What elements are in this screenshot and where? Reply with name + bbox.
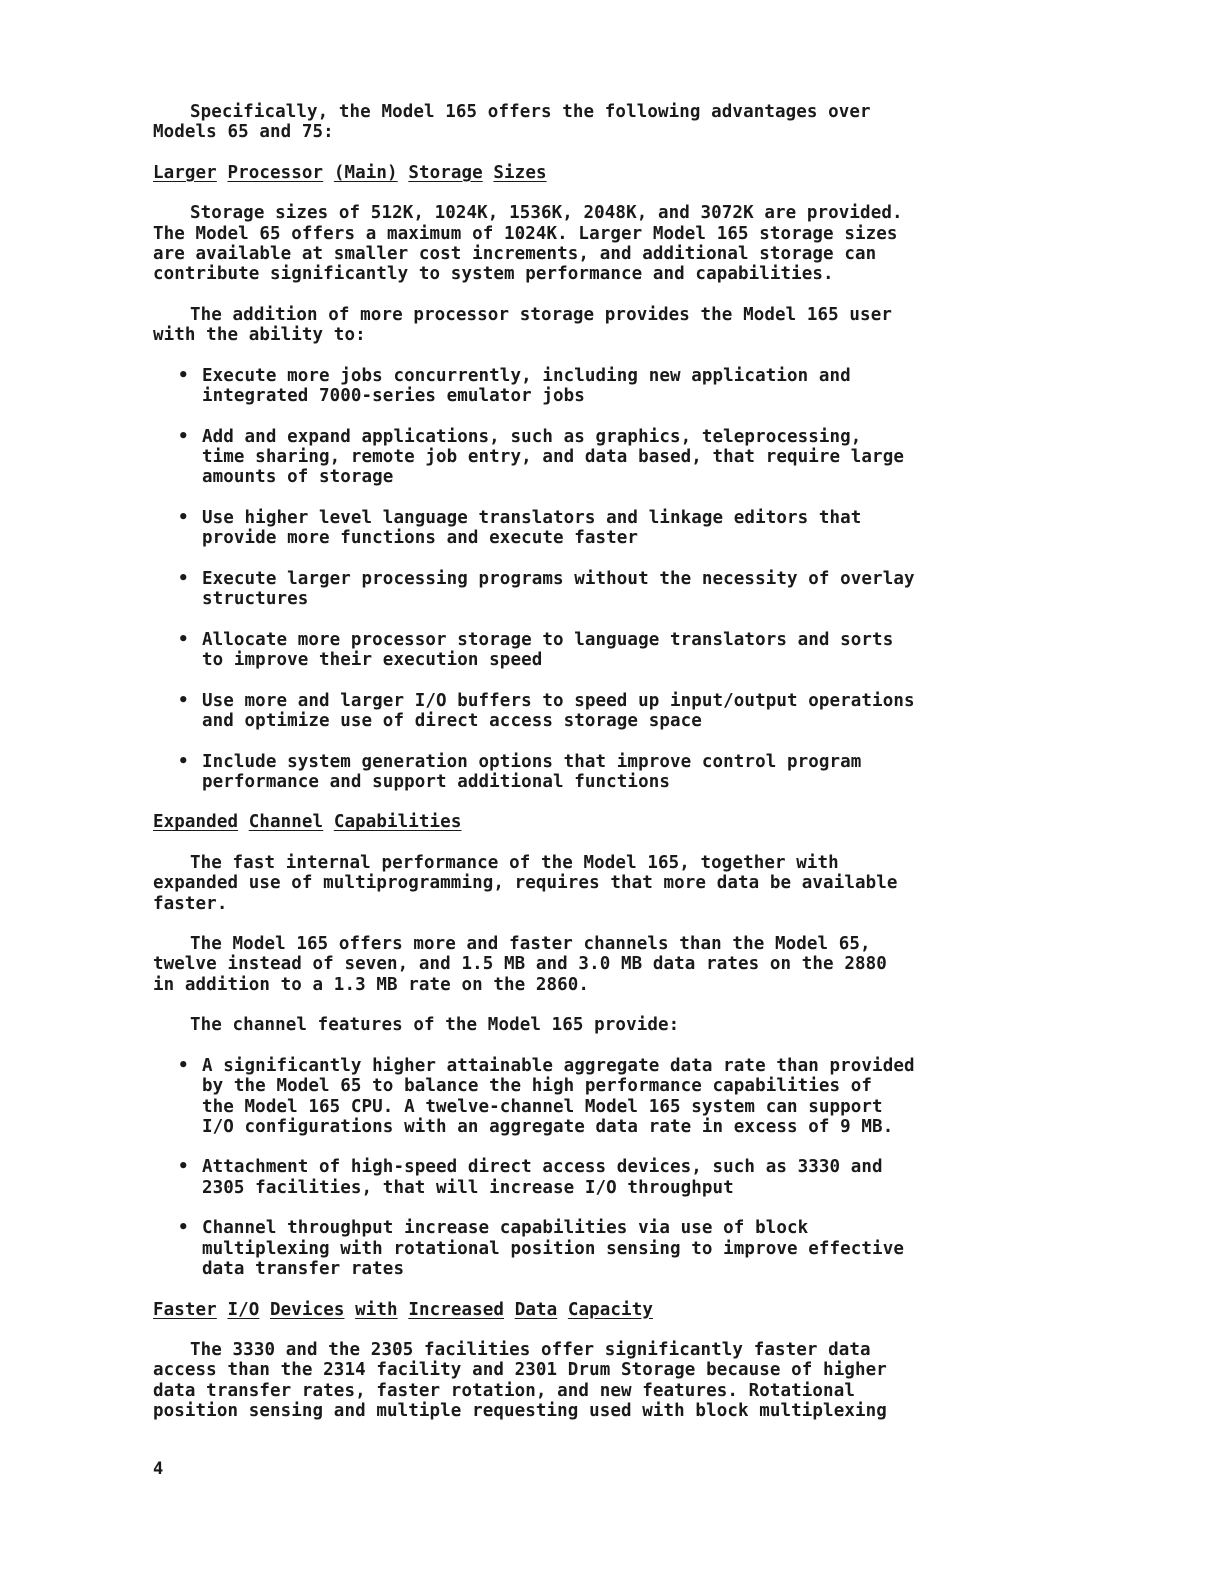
storage-sizes-paragraph: Storage sizes of 512K, 1024K, 1536K, 2048K, and 3072K are provided. The Model 65 offers a maximum of 1024K. Larger Model 165 storage sizes are available at smaller cost increments, and additional storage can contribute significantly to system performance and capabilities.: [153, 203, 903, 285]
list-item: • A significantly higher attainable aggregate data rate than provided by the Model 65 to balance the high performance capabilities of the Model 165 CPU. A twelve-channel Model 165 system can support I/O configurations with an aggregate data rate in excess of 9 MB.: [153, 1056, 1033, 1137]
channel-features-list: [153, 1056, 1033, 1279]
heading-word: Data: [514, 1299, 558, 1320]
channel-performance-paragraph: The fast internal performance of the Model 165, together with expanded use of multiprogramming, requires that more data be available faster.: [153, 852, 898, 914]
channel-features-paragraph: The channel features of the Model 165 provide:: [190, 1015, 680, 1036]
section-heading-faster-io-devices: [153, 1300, 1033, 1320]
channel-rates-paragraph: The Model 165 offers more and faster channels than the Model 65, twelve instead of seven, and 1.5 MB and 3.0 MB data rates on the 2880 in addition to a 1.3 MB rate on the 2860.: [153, 934, 887, 995]
heading-word: Capabilities: [333, 812, 462, 833]
heading-word: Processor: [227, 162, 324, 183]
heading-word: Larger: [153, 162, 217, 183]
heading-word: Capacity: [567, 1299, 653, 1320]
list-item: • Use more and larger I/O buffers to speed up input/output operations and optimize use of direct access storage space: [153, 691, 1033, 732]
list-item: • Allocate more processor storage to language translators and sorts to improve their execution speed: [153, 630, 1033, 671]
heading-word: I/O: [227, 1299, 260, 1320]
section-heading-larger-processor-storage: [153, 163, 1033, 183]
list-item: • Add and expand applications, such as graphics, teleprocessing, time sharing, remote job entry, and data based, that require large amounts of storage: [153, 427, 1033, 488]
list-item: • Attachment of high-speed direct access devices, such as 3330 and 2305 facilities, that will increase I/O throughput: [153, 1157, 1033, 1198]
heading-word: with: [355, 1299, 398, 1320]
list-item: • Execute larger processing programs without the necessity of overlay structures: [153, 569, 1033, 610]
heading-word: Expanded: [153, 812, 239, 833]
heading-word: Sizes: [493, 162, 547, 183]
list-item: • Include system generation options that improve control program performance and support additional functions: [153, 752, 1033, 793]
storage-benefits-list: [153, 366, 1033, 792]
page-number: 4: [153, 1459, 164, 1479]
list-item: • Use higher level language translators and linkage editors that provide more functions and execute faster: [153, 508, 1033, 549]
heading-word: (Main): [333, 162, 398, 183]
intro-paragraph: Specifically, the Model 165 offers the following advantages over Models 65 and 75:: [153, 102, 871, 143]
heading-word: Storage: [408, 162, 483, 183]
list-item: • Execute more jobs concurrently, including new application and integrated 7000-series emulator jobs: [153, 366, 1033, 407]
storage-ability-paragraph: The addition of more processor storage provides the Model 165 user with the ability to:: [153, 304, 892, 346]
document-page: [153, 102, 1033, 1442]
heading-word: Devices: [270, 1299, 345, 1320]
heading-word: Channel: [248, 812, 324, 833]
heading-word: Increased: [408, 1299, 505, 1320]
io-devices-paragraph: The 3330 and the 2305 facilities offer significantly faster data access than the 2314 facility and 2301 Drum Storage because of higher data transfer rates, faster rotation, and new features. Rotational position sensing and multiple requesting used with block multiplexing: [153, 1340, 887, 1421]
heading-word: Faster: [153, 1299, 217, 1320]
list-item: • Channel throughput increase capabilities via use of block multiplexing with rotational position sensing to improve effective data transfer rates: [153, 1218, 1033, 1279]
section-heading-expanded-channel-capabilities: [153, 812, 1033, 832]
